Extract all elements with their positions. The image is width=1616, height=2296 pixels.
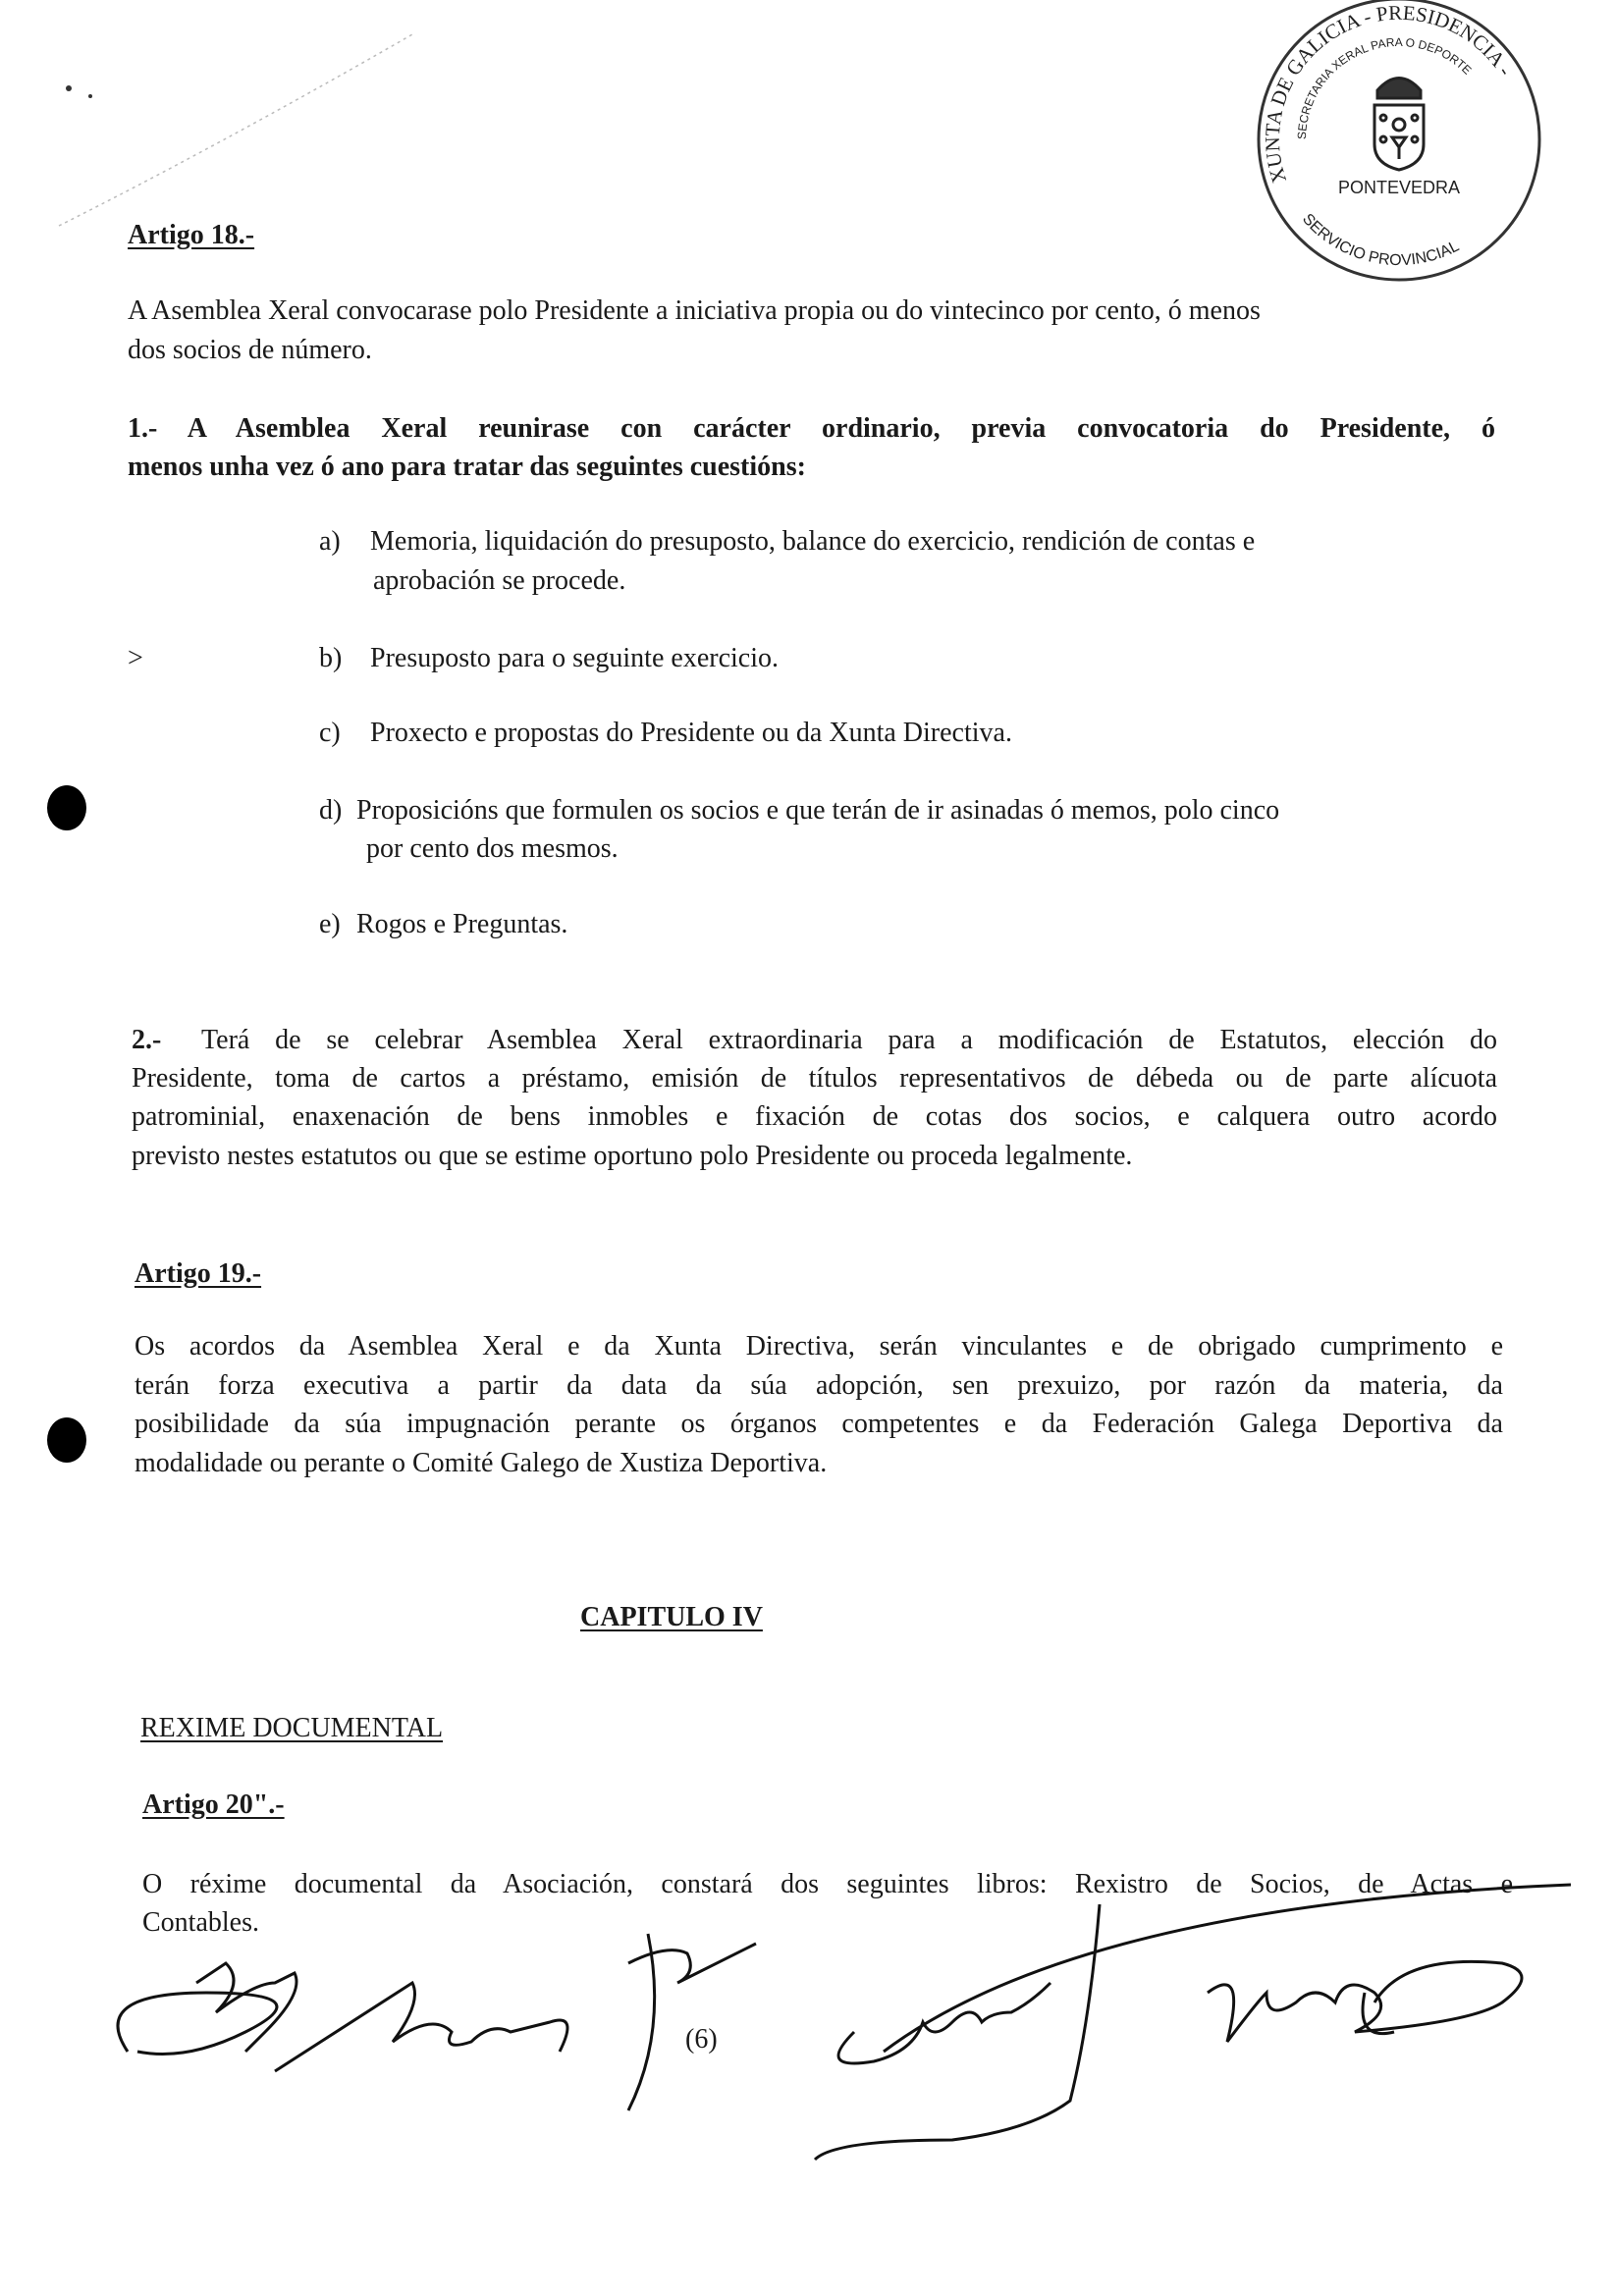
- artigo-20-heading: Artigo 20".-: [142, 1789, 285, 1820]
- item-d-text: Proposicións que formulen os socios e que terán de ir asinadas ó memos, polo cinco: [356, 795, 1280, 826]
- stamp-inner-text: SECRETARIA XERAL PARA O DEPORTE: [1294, 34, 1475, 140]
- artigo-19-line: terán forza executiva a partir da data da súa adopción, sen prexuizo, por razón da materia, da: [135, 1370, 1503, 1401]
- item-a-label: a): [319, 526, 341, 557]
- artigo-18-intro-line: A Asemblea Xeral convocarase polo Presidente a iniciativa propia ou do vintecinco por cento, ó menos: [128, 295, 1261, 326]
- artigo-20-line: O réxime documental da Asociación, constará dos seguintes libros: Rexistro de Socios, de Actas e: [142, 1869, 1513, 1899]
- paragraph-2-line: Presidente, toma de cartos a préstamo, emisión de títulos representativos de débeda ou de parte alícuota: [132, 1063, 1497, 1094]
- signature-3: [815, 1885, 1571, 2160]
- item-d-label: d): [319, 795, 343, 826]
- page-number: (6): [685, 2024, 718, 2055]
- stamp-bottom-text: SERVICIO PROVINCIAL: [1299, 210, 1462, 270]
- coat-of-arms-icon: [1374, 79, 1424, 171]
- artigo-19-line: Os acordos da Asemblea Xeral e da Xunta Directiva, serán vinculantes e de obrigado cumprimento e: [135, 1331, 1503, 1362]
- artigo-19-heading: Artigo 19.-: [135, 1258, 262, 1289]
- item-b-label: b): [319, 643, 343, 673]
- margin-mark: >: [128, 643, 143, 673]
- signature-4: [1208, 1961, 1522, 2042]
- item-b-text: Presuposto para o seguinte exercicio.: [370, 643, 779, 673]
- signatures: [0, 1826, 1616, 2218]
- signature-1: [118, 1963, 296, 2055]
- artigo-19-line: posibilidade da súa impugnación perante os órganos competentes e da Federación Galega Deportiva da: [135, 1409, 1503, 1439]
- artigo-20-line: Contables.: [142, 1907, 259, 1938]
- item-e-text: Rogos e Preguntas.: [356, 909, 568, 939]
- artigo-18-heading: Artigo 18.-: [128, 220, 255, 250]
- item-c-text: Proxecto e propostas do Presidente ou da Xunta Directiva.: [370, 718, 1012, 748]
- paragraph-2-line: Terá de se celebrar Asemblea Xeral extraordinaria para a modificación de Estatutos, elección do: [201, 1025, 1497, 1055]
- paragraph-1-line: 1.- A Asemblea Xeral reunirase con carácter ordinario, previa convocatoria do Presidente, ó: [128, 413, 1495, 444]
- paragraph-2-number: 2.-: [132, 1025, 162, 1055]
- item-d-text: por cento dos mesmos.: [366, 833, 619, 864]
- item-a-text: Memoria, liquidación do presuposto, balance do exercicio, rendición de contas e: [370, 526, 1256, 557]
- stamp-city: PONTEVEDRA: [1337, 178, 1461, 197]
- official-stamp: [1252, 0, 1546, 287]
- paragraph-2-line: patrominial, enaxenación de bens inmobles e fixación de cotas dos socios, e calquera outro acordo: [132, 1101, 1497, 1132]
- item-e-label: e): [319, 909, 341, 939]
- stamp-outer-text: XUNTA DE GALICIA - PRESIDENCIA -: [1260, 0, 1518, 187]
- item-c-label: c): [319, 718, 341, 748]
- chapter-title: CAPITULO IV: [580, 1602, 763, 1632]
- svg-text:SERVICIO PROVINCIAL: [1299, 211, 1462, 269]
- item-a-text: aprobación se procede.: [373, 565, 626, 596]
- punch-hole: [47, 785, 86, 830]
- paragraph-2-line: previsto nestes estatutos ou que se estime oportuno polo Presidente ou proceda legalmente.: [132, 1141, 1133, 1171]
- punch-hole: [47, 1417, 86, 1463]
- signature-2: [275, 1934, 756, 2110]
- artigo-19-line: modalidade ou perante o Comité Galego de Xustiza Deportiva.: [135, 1448, 828, 1478]
- section-title: REXIME DOCUMENTAL: [140, 1713, 444, 1743]
- artigo-18-intro-line: dos socios de número.: [128, 335, 372, 365]
- paragraph-1-line: menos unha vez ó ano para tratar das seguintes cuestións:: [128, 452, 806, 482]
